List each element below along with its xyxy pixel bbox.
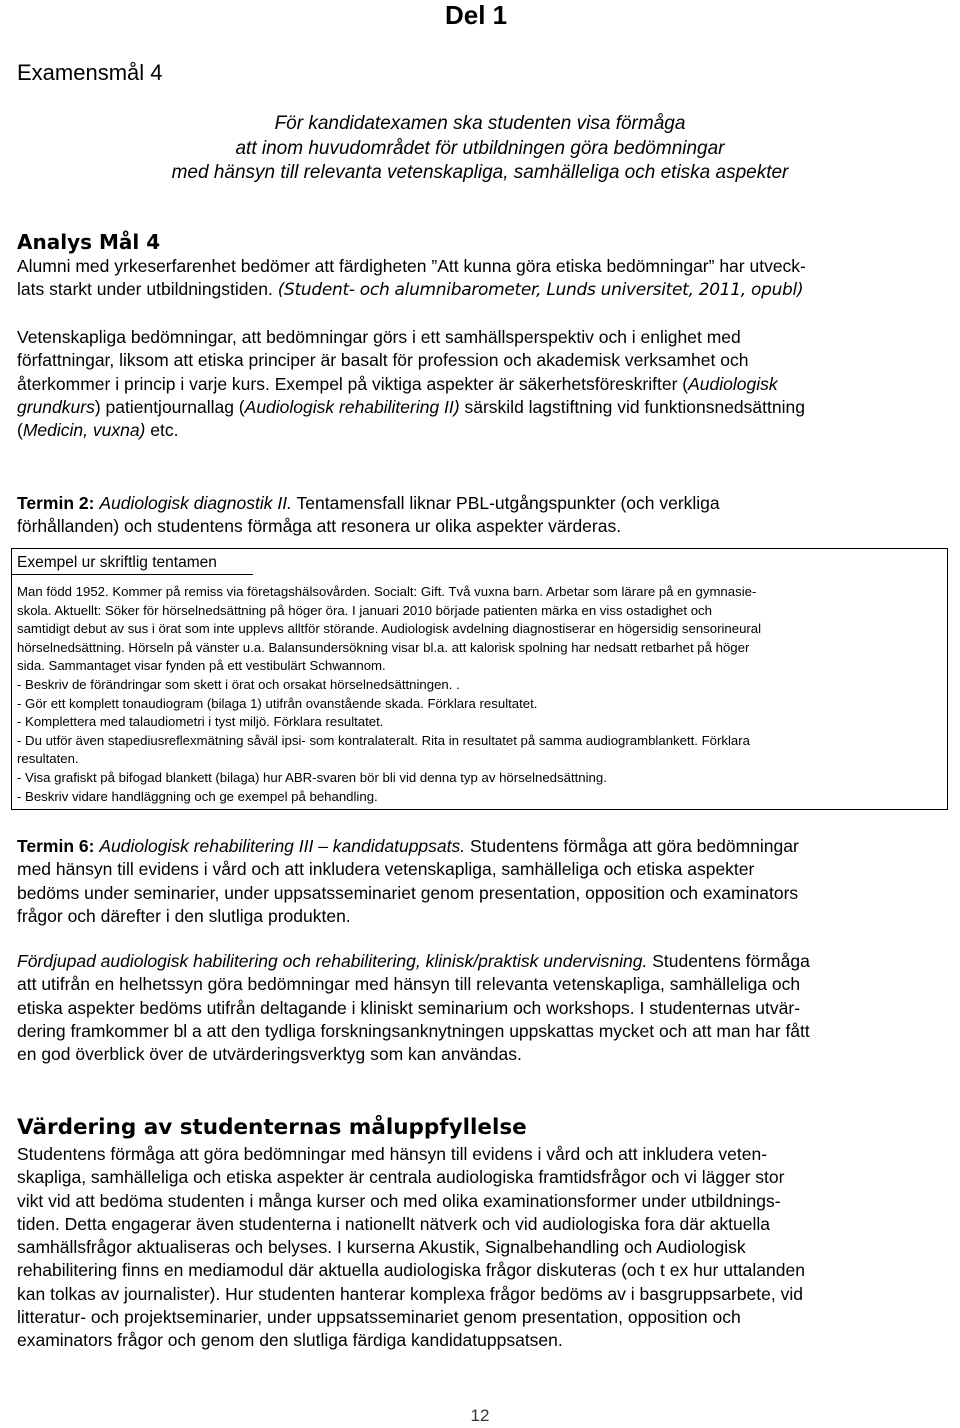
course-name: grundkurs — [17, 396, 95, 417]
exam-line: - Visa grafiskt på bifogad blankett (bilaga) hur ABR-svaren bör bli vid denna typ av hörselnedsättning. — [17, 769, 607, 785]
evaluation-line: litteratur- och projektseminarier, under uppsatsseminariet genom presentation, opposition och — [17, 1307, 741, 1328]
term2-section — [17, 492, 942, 539]
evaluation-line: skapliga, samhälleliga och etiska aspekter är centrala audiologiska framtidsfrågor och vi lägger stor — [17, 1167, 785, 1188]
part-title: Del 1 — [445, 0, 508, 30]
advanced-line — [17, 950, 942, 973]
term6-line: frågor och därefter i den slutliga produkten. — [17, 905, 351, 926]
goal-label: Examensmål 4 — [17, 60, 163, 85]
exam-line: - Beskriv vidare handläggning och ge exempel på behandling. — [17, 788, 378, 804]
exam-line: sida. Sammantaget visar fynden på ett vestibulärt Schwannom. — [17, 658, 386, 674]
advanced-text: Studentens förmåga — [647, 951, 810, 971]
course-name: Audiologisk — [688, 373, 778, 394]
term2-line — [17, 492, 942, 515]
page-number: 12 — [470, 1406, 490, 1425]
term6-line: bedöms under seminarier, under uppsatsseminariet genom presentation, opposition och examinators — [17, 882, 799, 903]
analysis-intro-line: Alumni med yrkeserfarenhet bedömer att färdigheten ”Att kunna göra etiska bedömningar” har utveck- — [17, 256, 806, 276]
term6-course: Audiologisk rehabilitering III – kandidatuppsats. — [99, 836, 466, 856]
term2-text: Tentamensfall liknar PBL-utgångspunkter (och verkliga — [291, 493, 720, 513]
exam-example-title: Exempel ur skriftlig tentamen — [17, 554, 217, 571]
exam-line: - Gör ett komplett tonaudiogram (bilaga 1) utifrån ovanstående skada. Förklara resultatet. — [17, 695, 538, 711]
exam-line: skola. Aktuellt: Söker för hörselnedsättning på höger öra. I januari 2010 började patienten märka en viss ostadighet och — [17, 602, 712, 618]
evaluation-paragraph — [17, 1143, 942, 1353]
term2-label: Termin 2: — [17, 493, 95, 513]
evaluation-line: tiden. Detta engagerar även studenterna i nationellt nätverk och vid audiologiska fora där aktuella — [17, 1213, 770, 1234]
advanced-course-section — [17, 950, 942, 1066]
evaluation-line: Studentens förmåga att göra bedömningar med hänsyn till evidens i vård och att inkludera veten- — [17, 1144, 768, 1164]
exam-title-divider — [11, 574, 253, 575]
term6-line: med hänsyn till evidens i vård och att inkludera vetenskapliga, samhälleliga och etiska aspekter — [17, 859, 755, 880]
term2-course: Audiologisk diagnostik II. — [99, 493, 292, 513]
objective-line: med hänsyn till relevanta vetenskapliga, samhälleliga och etiska aspekter — [171, 162, 789, 183]
advanced-line: en god överblick över de utvärderingsverktyg som kan användas. — [17, 1044, 522, 1065]
analysis-example-text: Exempel på viktiga aspekter är säkerhetsföreskrifter ( — [274, 373, 689, 394]
analysis-paragraph — [17, 326, 942, 442]
analysis-para-line — [17, 396, 942, 419]
term6-line — [17, 835, 942, 858]
term6-label: Termin 6: — [17, 836, 95, 856]
advanced-line: att utifrån en helhetssyn göra bedömningar med hänsyn till relevanta vetenskapliga, samhälleliga och — [17, 974, 801, 995]
course-name: Medicin, vuxna) — [22, 420, 146, 441]
objective-line: För kandidatexamen ska studenten visa förmåga — [274, 113, 686, 134]
analysis-para-line: Vetenskapliga bedömningar, att bedömningar görs i ett samhällsperspektiv och i enlighet med — [17, 327, 741, 347]
evaluation-line: vikt vid att bedöma studenten i många kurser och med olika examinationsformer under utbildnings- — [17, 1190, 781, 1211]
evaluation-heading: Värdering av studenternas måluppfyllelse — [17, 1115, 527, 1140]
evaluation-line: rehabilitering finns en mediamodul där aktuella audiologiska frågor diskuteras (och t ex hur uttalanden — [17, 1260, 805, 1281]
analysis-para-line — [17, 373, 942, 396]
exam-line: - Du utför även stapediusreflexmätning såväl ipsi- som kontralateralt. Rita in resultatet på samma audiogramblankett. Förklara — [17, 732, 750, 748]
analysis-para-text: återkommer i princip i varje kurs. — [17, 373, 270, 394]
evaluation-line: samhällsfrågor aktualiseras och belyses. I kurserna Akustik, Signalbehandling och Audiologisk — [17, 1237, 746, 1258]
exam-line: hörselnedsättning. Hörseln på vänster u.a. Balansundersökning visar bl.a. att kalorisk spolning har nedsatt retbarhet på höger — [17, 639, 750, 655]
exam-line: resultaten. — [17, 751, 79, 767]
exam-line: Man född 1952. Kommer på remiss via företagshälsovården. Socialt: Gift. Två vuxna barn. Arbetar som lärare på en gymnasie- — [17, 584, 757, 599]
analysis-para-line: författningar, liksom att etiska principer är basalt för profession och akademisk verksamhet och — [17, 350, 749, 371]
evaluation-line: kan tolkas av journalister). Hur studenten hanterar komplexa frågor bedöms av i basgruppsarbete, vid — [17, 1283, 803, 1304]
course-name: Audiologisk rehabilitering II) — [244, 396, 460, 417]
analysis-para-line — [17, 419, 942, 442]
advanced-course: Fördjupad audiologisk habilitering och rehabilitering, klinisk/praktisk undervisning. — [17, 951, 648, 971]
analysis-intro-source: (Student- och alumnibarometer, Lunds universitet, 2011, opubl) — [277, 280, 804, 301]
analysis-intro-line — [17, 278, 942, 302]
analysis-para-text: ( — [17, 420, 23, 441]
exam-line: samtidigt debut av sus i örat som inte upplevs alltför störande. Audiologisk avdelning diagnostiserar en högersidig sensorineural — [17, 621, 762, 637]
analysis-intro — [17, 255, 942, 303]
objective-line: att inom huvudområdet för utbildningen göra bedömningar — [235, 137, 725, 159]
advanced-line: dering framkommer bl a att den tydliga forskningsanknytningen uppskattas mycket och att man har fått — [17, 1020, 810, 1041]
analysis-heading: Analys Mål 4 — [17, 230, 161, 254]
analysis-para-text: etc. — [145, 420, 179, 441]
objective-statement — [0, 112, 960, 186]
exam-line: - Komplettera med talaudiometri i tyst miljö. Förklara resultatet. — [17, 714, 384, 730]
exam-line: - Beskriv de förändringar som skett i örat och orsakat hörselnedsättningen. . — [17, 676, 460, 692]
term6-text: Studentens förmåga att göra bedömningar — [465, 836, 799, 856]
analysis-para-text: särskild lagstiftning vid funktionsnedsättning — [459, 396, 805, 417]
exam-example-text — [17, 583, 942, 806]
analysis-intro-text: lats starkt under utbildningstiden. — [17, 279, 273, 300]
evaluation-line: examinators frågor och genom den slutliga färdiga kandidatuppsatsen. — [17, 1330, 563, 1351]
advanced-line: etiska aspekter bedöms utifrån deltagande i kliniskt seminarium och workshops. I studenternas utvär- — [17, 997, 801, 1018]
term2-line: förhållanden) och studentens förmåga att resonera ur olika aspekter värderas. — [17, 516, 622, 537]
analysis-para-text: ) patientjournallag ( — [94, 396, 245, 417]
term6-section — [17, 835, 942, 928]
